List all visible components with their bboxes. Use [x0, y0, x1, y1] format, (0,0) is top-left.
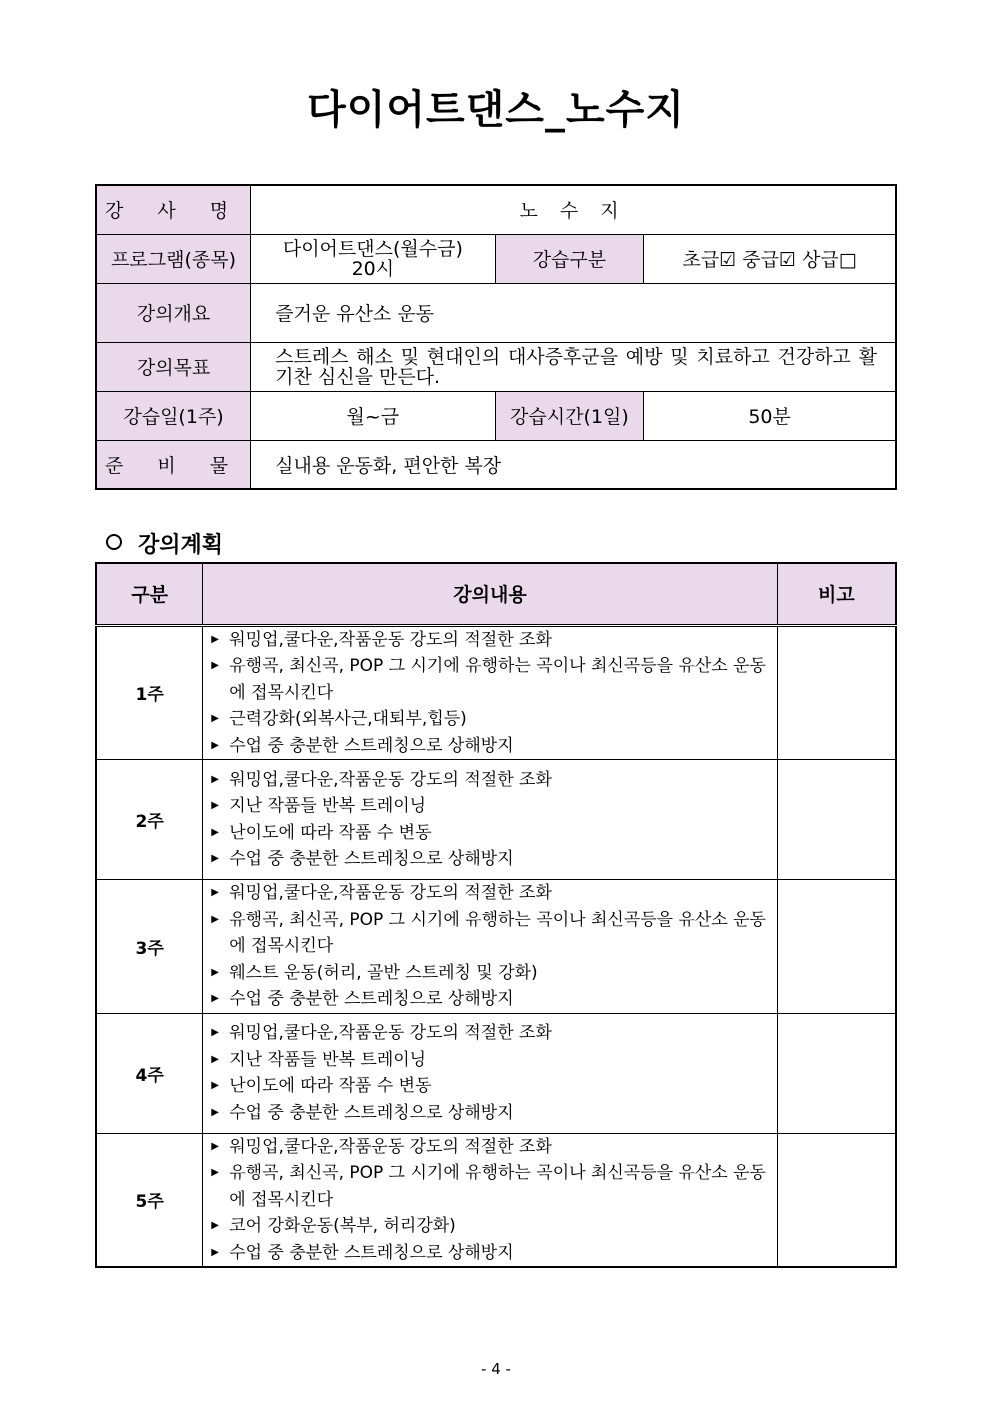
- list-item: ▶ 워밍업,쿨다운,작품운동 강도의 적절한 조화: [211, 880, 777, 907]
- list-item: ▶ 난이도에 따라 작품 수 변동: [211, 1073, 777, 1100]
- triangle-right-icon: ▶: [211, 1027, 219, 1038]
- list-item: ▶ 수업 중 충분한 스트레칭으로 상해방지: [211, 1100, 777, 1127]
- list-item: ▶ 워밍업,쿨다운,작품운동 강도의 적절한 조화: [211, 1020, 777, 1047]
- triangle-right-icon: ▶: [211, 913, 219, 925]
- list-item: ▶ 수업 중 충분한 스트레칭으로 상해방지: [211, 1240, 777, 1267]
- note-cell: [777, 1013, 896, 1133]
- list-item: ▶ 수업 중 충분한 스트레칭으로 상해방지: [211, 733, 777, 760]
- section-heading: [106, 528, 223, 559]
- circle-bullet-icon: [106, 534, 122, 550]
- triangle-right-icon: ▶: [211, 1246, 219, 1258]
- triangle-right-icon: ▶: [211, 773, 219, 785]
- triangle-right-icon: ▶: [211, 826, 219, 838]
- days-label: 강습일(1주): [96, 391, 251, 440]
- note-cell: [777, 625, 896, 760]
- note-cell: [777, 1133, 896, 1267]
- triangle-right-icon: ▶: [211, 713, 219, 724]
- table-row: [96, 880, 896, 1014]
- table-row: [96, 1133, 896, 1267]
- header-content: 강의내용: [203, 563, 778, 625]
- triangle-right-icon: ▶: [211, 1106, 219, 1118]
- list-item: ▶ 유행곡, 최신곡, POP 그 시기에 유행하는 곡이나 최신곡등을 유산소 운동에 접목시킨다: [211, 653, 777, 706]
- overview-value: 즐거운 유산소 운동: [251, 283, 896, 342]
- level-label: 강습구분: [495, 234, 644, 283]
- course-info-table: [95, 184, 897, 490]
- header-week: 구분: [96, 563, 203, 625]
- list-item: ▶ 코어 강화운동(복부, 허리강화): [211, 1213, 777, 1240]
- week-cell: 3주: [96, 880, 203, 1014]
- triangle-right-icon: ▶: [211, 1140, 219, 1152]
- triangle-right-icon: ▶: [211, 1167, 219, 1178]
- triangle-right-icon: ▶: [211, 1080, 219, 1091]
- triangle-right-icon: ▶: [211, 633, 219, 645]
- list-item: ▶ 유행곡, 최신곡, POP 그 시기에 유행하는 곡이나 최신곡등을 유산소 운동에 접목시킨다: [211, 1160, 777, 1213]
- overview-label: 강의개요: [96, 283, 251, 342]
- list-item: ▶ 유행곡, 최신곡, POP 그 시기에 유행하는 곡이나 최신곡등을 유산소 운동에 접목시킨다: [211, 907, 777, 960]
- time-value: 50분: [644, 391, 896, 440]
- prep-label: 준 비 물: [96, 440, 251, 489]
- list-item: ▶ 난이도에 따라 작품 수 변동: [211, 820, 777, 847]
- content-cell: [203, 625, 778, 760]
- list-item: ▶ 수업 중 충분한 스트레칭으로 상해방지: [211, 986, 777, 1013]
- content-cell: [203, 760, 778, 880]
- triangle-right-icon: ▶: [211, 800, 219, 811]
- content-cell: [203, 880, 778, 1014]
- level-value: 초급☑ 중급☑ 상급□: [644, 234, 896, 283]
- prep-value: 실내용 운동화, 편안한 복장: [251, 440, 896, 489]
- section-title: 강의계획: [138, 533, 224, 558]
- week-cell: 5주: [96, 1133, 203, 1267]
- goal-value: 스트레스 해소 및 현대인의 대사증후군을 예방 및 치료하고 건강하고 활기찬 심신을 만든다.: [251, 342, 896, 391]
- content-cell: [203, 1013, 778, 1133]
- time-label: 강습시간(1일): [495, 391, 644, 440]
- table-row: [96, 625, 896, 760]
- list-item: ▶ 지난 작품들 반복 트레이닝: [211, 793, 777, 820]
- instructor-label: 강 사 명: [96, 185, 251, 234]
- header-note: 비고: [777, 563, 896, 625]
- week-cell: 2주: [96, 760, 203, 880]
- list-item: ▶ 지난 작품들 반복 트레이닝: [211, 1047, 777, 1074]
- triangle-right-icon: ▶: [211, 993, 219, 1004]
- table-row: [96, 1013, 896, 1133]
- goal-label: 강의목표: [96, 342, 251, 391]
- triangle-right-icon: ▶: [211, 1220, 219, 1231]
- triangle-right-icon: ▶: [211, 853, 219, 864]
- days-value: 월~금: [251, 391, 495, 440]
- list-item: ▶ 워밍업,쿨다운,작품운동 강도의 적절한 조화: [211, 627, 777, 654]
- program-label: 프로그램(종목): [96, 234, 251, 283]
- triangle-right-icon: ▶: [211, 966, 219, 978]
- list-item: ▶ 워밍업,쿨다운,작품운동 강도의 적절한 조화: [211, 1134, 777, 1161]
- content-cell: [203, 1133, 778, 1267]
- list-item: ▶ 웨스트 운동(허리, 골반 스트레칭 및 강화): [211, 960, 777, 987]
- note-cell: [777, 880, 896, 1014]
- list-item: ▶ 근력강화(외복사근,대퇴부,힙등): [211, 706, 777, 733]
- page-number: - 4 -: [481, 1360, 511, 1378]
- triangle-right-icon: ▶: [211, 739, 219, 751]
- triangle-right-icon: ▶: [211, 887, 219, 898]
- instructor-value: 노 수 지: [251, 185, 896, 234]
- note-cell: [777, 760, 896, 880]
- lecture-plan-table: [95, 562, 897, 1268]
- week-cell: 4주: [96, 1013, 203, 1133]
- table-row: [96, 760, 896, 880]
- list-item: ▶ 수업 중 충분한 스트레칭으로 상해방지: [211, 846, 777, 873]
- triangle-right-icon: ▶: [211, 1053, 219, 1065]
- list-item: ▶ 워밍업,쿨다운,작품운동 강도의 적절한 조화: [211, 767, 777, 794]
- triangle-right-icon: ▶: [211, 660, 219, 671]
- week-cell: 1주: [96, 625, 203, 760]
- program-value: 다이어트댄스(월수금) 20시: [251, 234, 495, 283]
- document-title: 다이어트댄스_노수지: [307, 87, 685, 133]
